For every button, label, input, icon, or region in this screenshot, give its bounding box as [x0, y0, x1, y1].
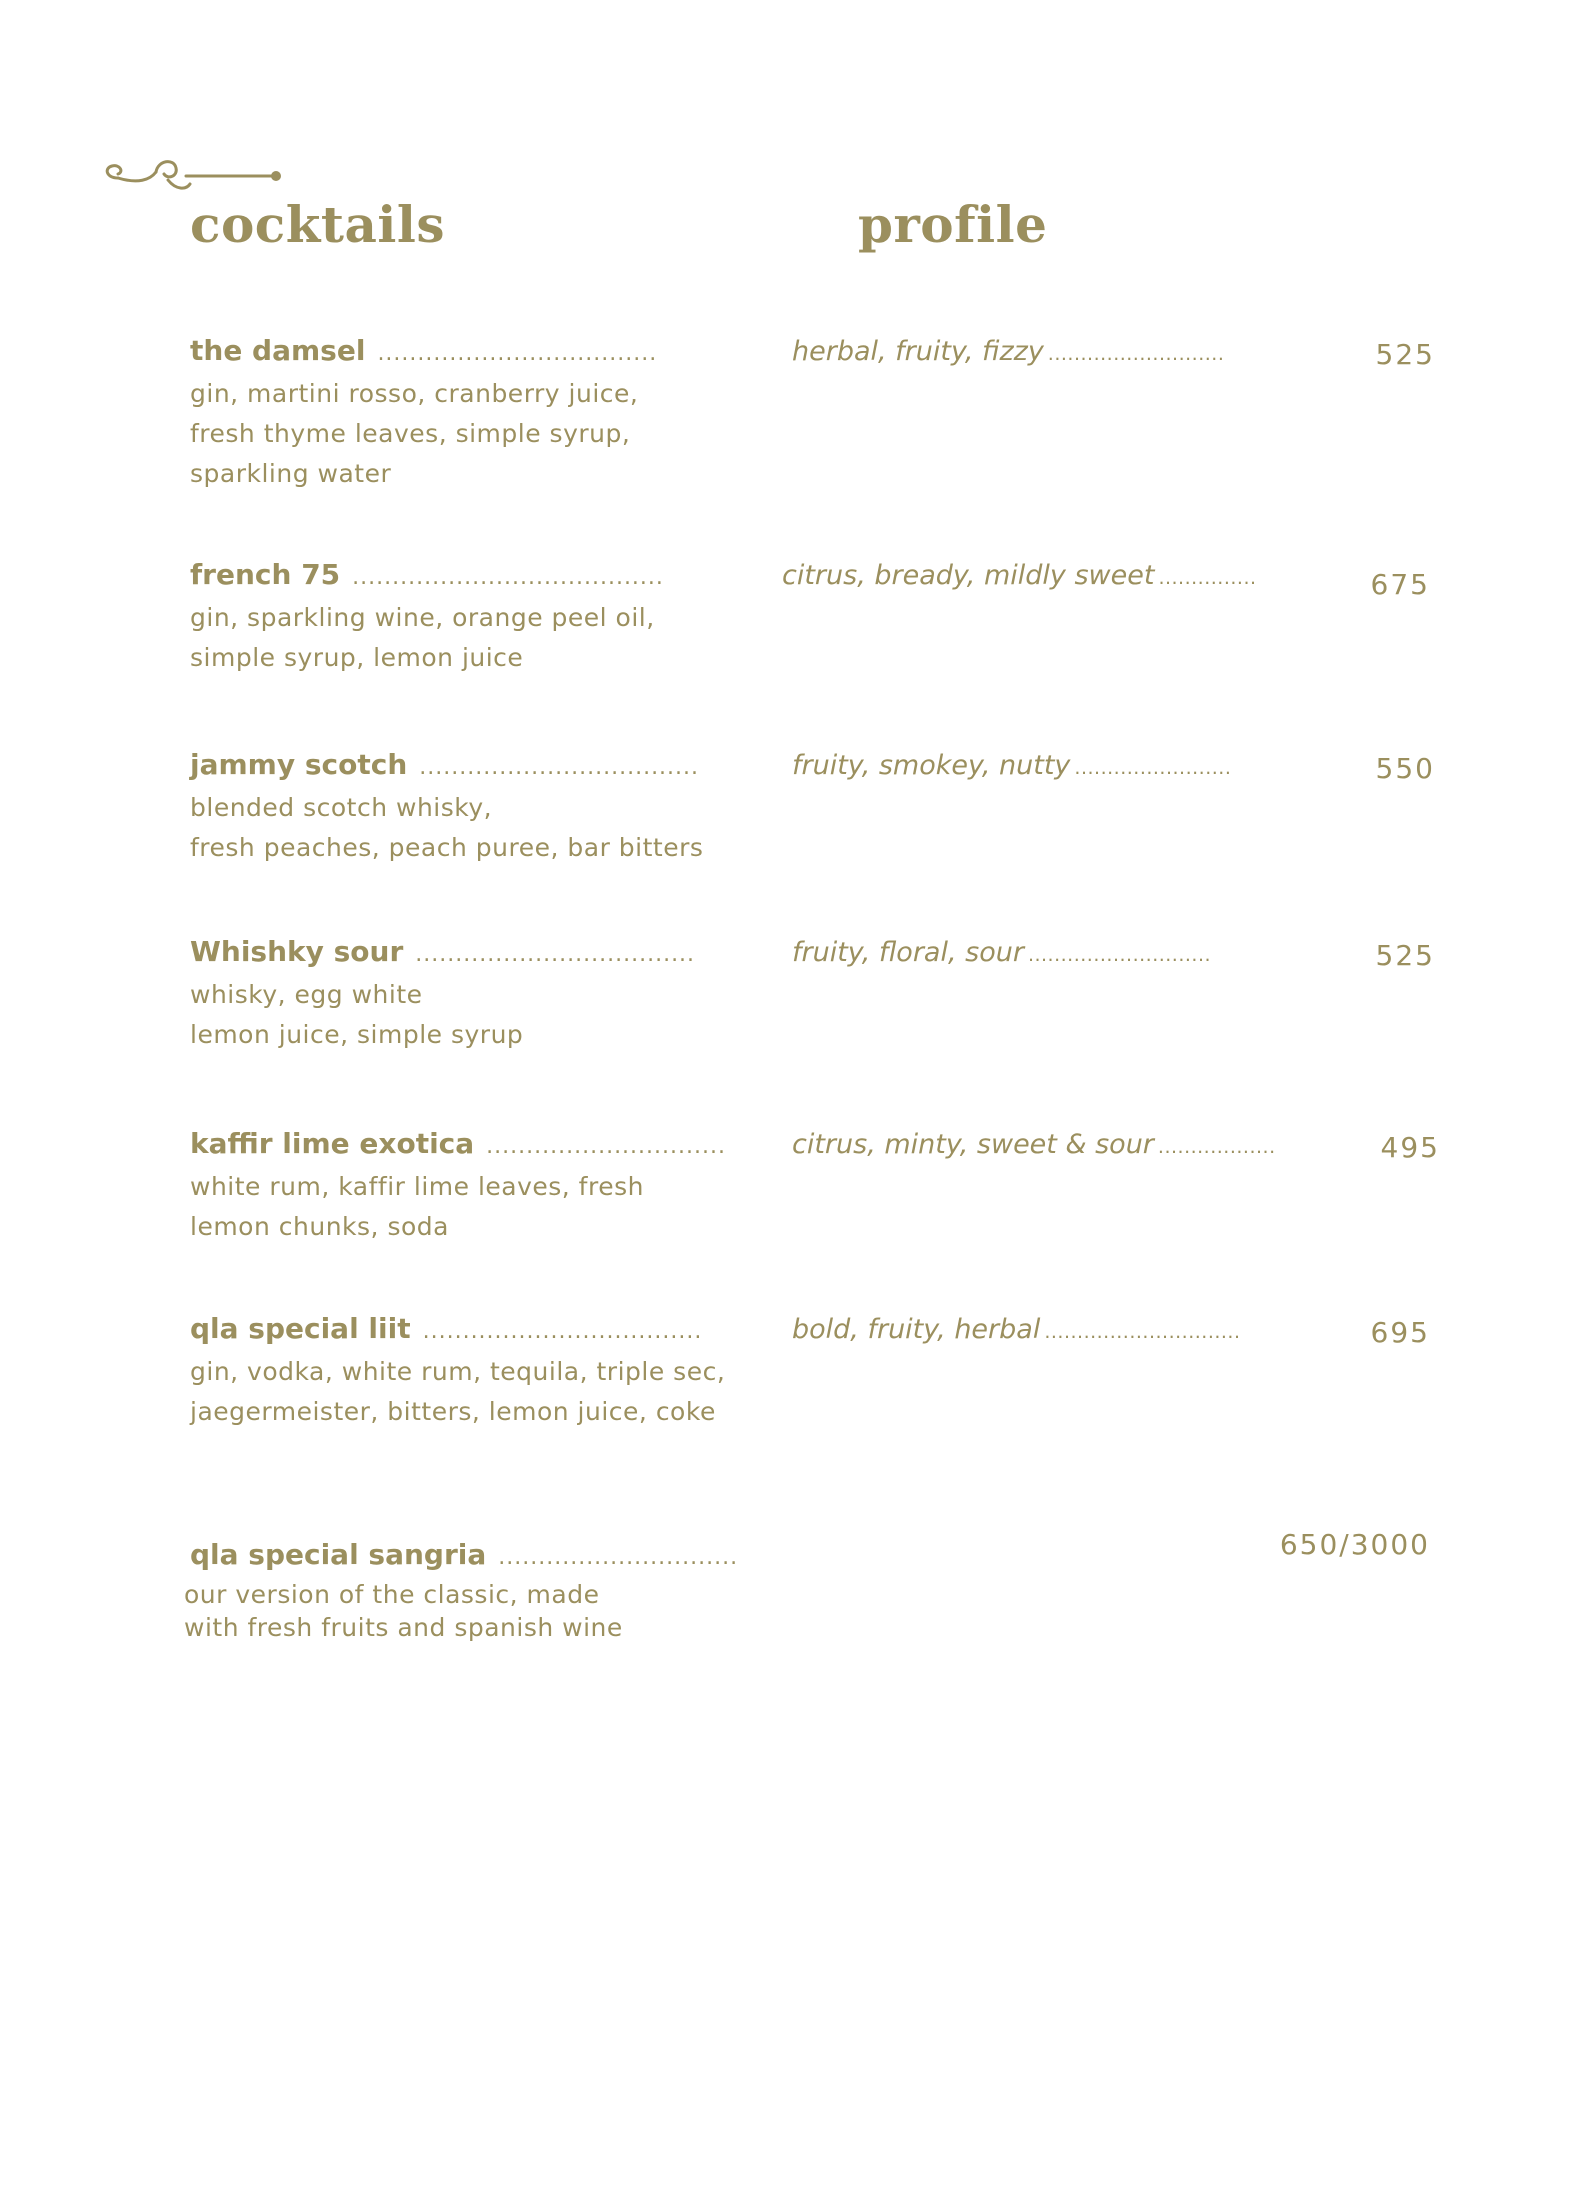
list-item — [0, 1127, 1580, 1327]
list-item — [0, 1312, 1580, 1512]
item-profile — [792, 1129, 1276, 1160]
item-price: 675 — [1370, 568, 1430, 601]
leader-dots: ....................................... — [352, 565, 664, 590]
profile-text: fruity, floral, sour — [792, 937, 1024, 968]
item-profile — [782, 560, 1257, 591]
item-ingredients — [190, 1167, 644, 1247]
item-name: the damsel — [190, 334, 366, 367]
item-name: french 75 — [190, 558, 341, 591]
leader-dots: ................................... — [377, 341, 658, 366]
ingredient-line: fresh peaches, peach puree, bar bitters — [190, 833, 704, 862]
leader-dots: .............................. — [486, 1134, 726, 1159]
item-name-line — [190, 334, 657, 367]
item-price: 650/3000 — [1279, 1528, 1430, 1561]
ingredient-line: simple syrup, lemon juice — [190, 643, 524, 672]
ingredient-line: lemon juice, simple syrup — [190, 1020, 524, 1049]
leader-dots: ................................... — [422, 1319, 703, 1344]
item-ingredients — [190, 975, 523, 1055]
sangria-item — [0, 1528, 1580, 1688]
ingredient-line: our version of the classic, made — [184, 1580, 600, 1609]
list-item — [0, 935, 1580, 1135]
ingredient-line: blended scotch whisky, — [190, 793, 493, 822]
profile-text: fruity, smokey, nutty — [792, 750, 1071, 781]
list-item — [0, 558, 1580, 758]
item-name: Whishky sour — [190, 935, 404, 968]
item-price: 695 — [1370, 1316, 1430, 1349]
item-name-line — [190, 558, 664, 591]
leader-dots: .............................. — [1044, 1321, 1241, 1343]
item-name-line — [190, 1127, 726, 1160]
leader-dots: .................. — [1157, 1136, 1276, 1158]
item-name-line — [190, 1312, 702, 1345]
ingredient-line: jaegermeister, bitters, lemon juice, coke — [190, 1397, 716, 1426]
leader-dots: ............... — [1158, 567, 1257, 589]
item-profile — [792, 1314, 1241, 1345]
ingredient-line: white rum, kaffir lime leaves, fresh — [190, 1172, 644, 1201]
item-name-line — [190, 748, 699, 781]
item-name: qla special sangria — [190, 1538, 487, 1571]
leader-dots: ........................... — [1047, 343, 1225, 365]
ingredient-line: fresh thyme leaves, simple syrup, — [190, 419, 631, 448]
item-name: jammy scotch — [190, 748, 408, 781]
item-name-line — [190, 935, 695, 968]
item-ingredients — [190, 374, 638, 494]
leader-dots: ............................ — [1027, 944, 1212, 966]
item-ingredients — [190, 598, 655, 678]
leader-dots: ................................... — [419, 755, 700, 780]
list-item — [0, 334, 1580, 534]
ingredient-line: whisky, egg white — [190, 980, 423, 1009]
profile-heading: profile — [858, 195, 1048, 254]
item-price: 525 — [1375, 338, 1435, 371]
cocktails-heading: cocktails — [190, 195, 446, 254]
ingredient-line: gin, vodka, white rum, tequila, triple sec, — [190, 1357, 726, 1386]
ingredient-line: sparkling water — [190, 459, 392, 488]
leader-dots: .............................. — [498, 1545, 739, 1570]
item-profile — [792, 336, 1224, 367]
item-name-line — [190, 1538, 738, 1571]
item-name: qla special liit — [190, 1312, 411, 1345]
ingredient-line: lemon chunks, soda — [190, 1212, 449, 1241]
item-price: 550 — [1375, 752, 1435, 785]
item-profile — [792, 750, 1231, 781]
leader-dots: ................................... — [415, 942, 696, 967]
profile-text: bold, fruity, herbal — [792, 1314, 1041, 1345]
item-ingredients — [190, 1352, 725, 1432]
profile-text: herbal, fruity, fizzy — [792, 336, 1044, 367]
ingredient-line: with fresh fruits and spanish wine — [184, 1613, 623, 1642]
item-price: 525 — [1375, 939, 1435, 972]
leader-dots: ........................ — [1074, 757, 1232, 779]
item-ingredients — [184, 1578, 623, 1644]
item-profile — [792, 937, 1211, 968]
ingredient-line: gin, sparkling wine, orange peel oil, — [190, 603, 655, 632]
item-name: kaffir lime exotica — [190, 1127, 475, 1160]
item-price: 495 — [1380, 1131, 1440, 1164]
list-item — [0, 748, 1580, 948]
item-ingredients — [190, 788, 703, 868]
profile-text: citrus, bready, mildly sweet — [782, 560, 1155, 591]
flourish-scroll-icon — [98, 150, 288, 200]
ingredient-line: gin, martini rosso, cranberry juice, — [190, 379, 639, 408]
profile-text: citrus, minty, sweet & sour — [792, 1129, 1154, 1160]
